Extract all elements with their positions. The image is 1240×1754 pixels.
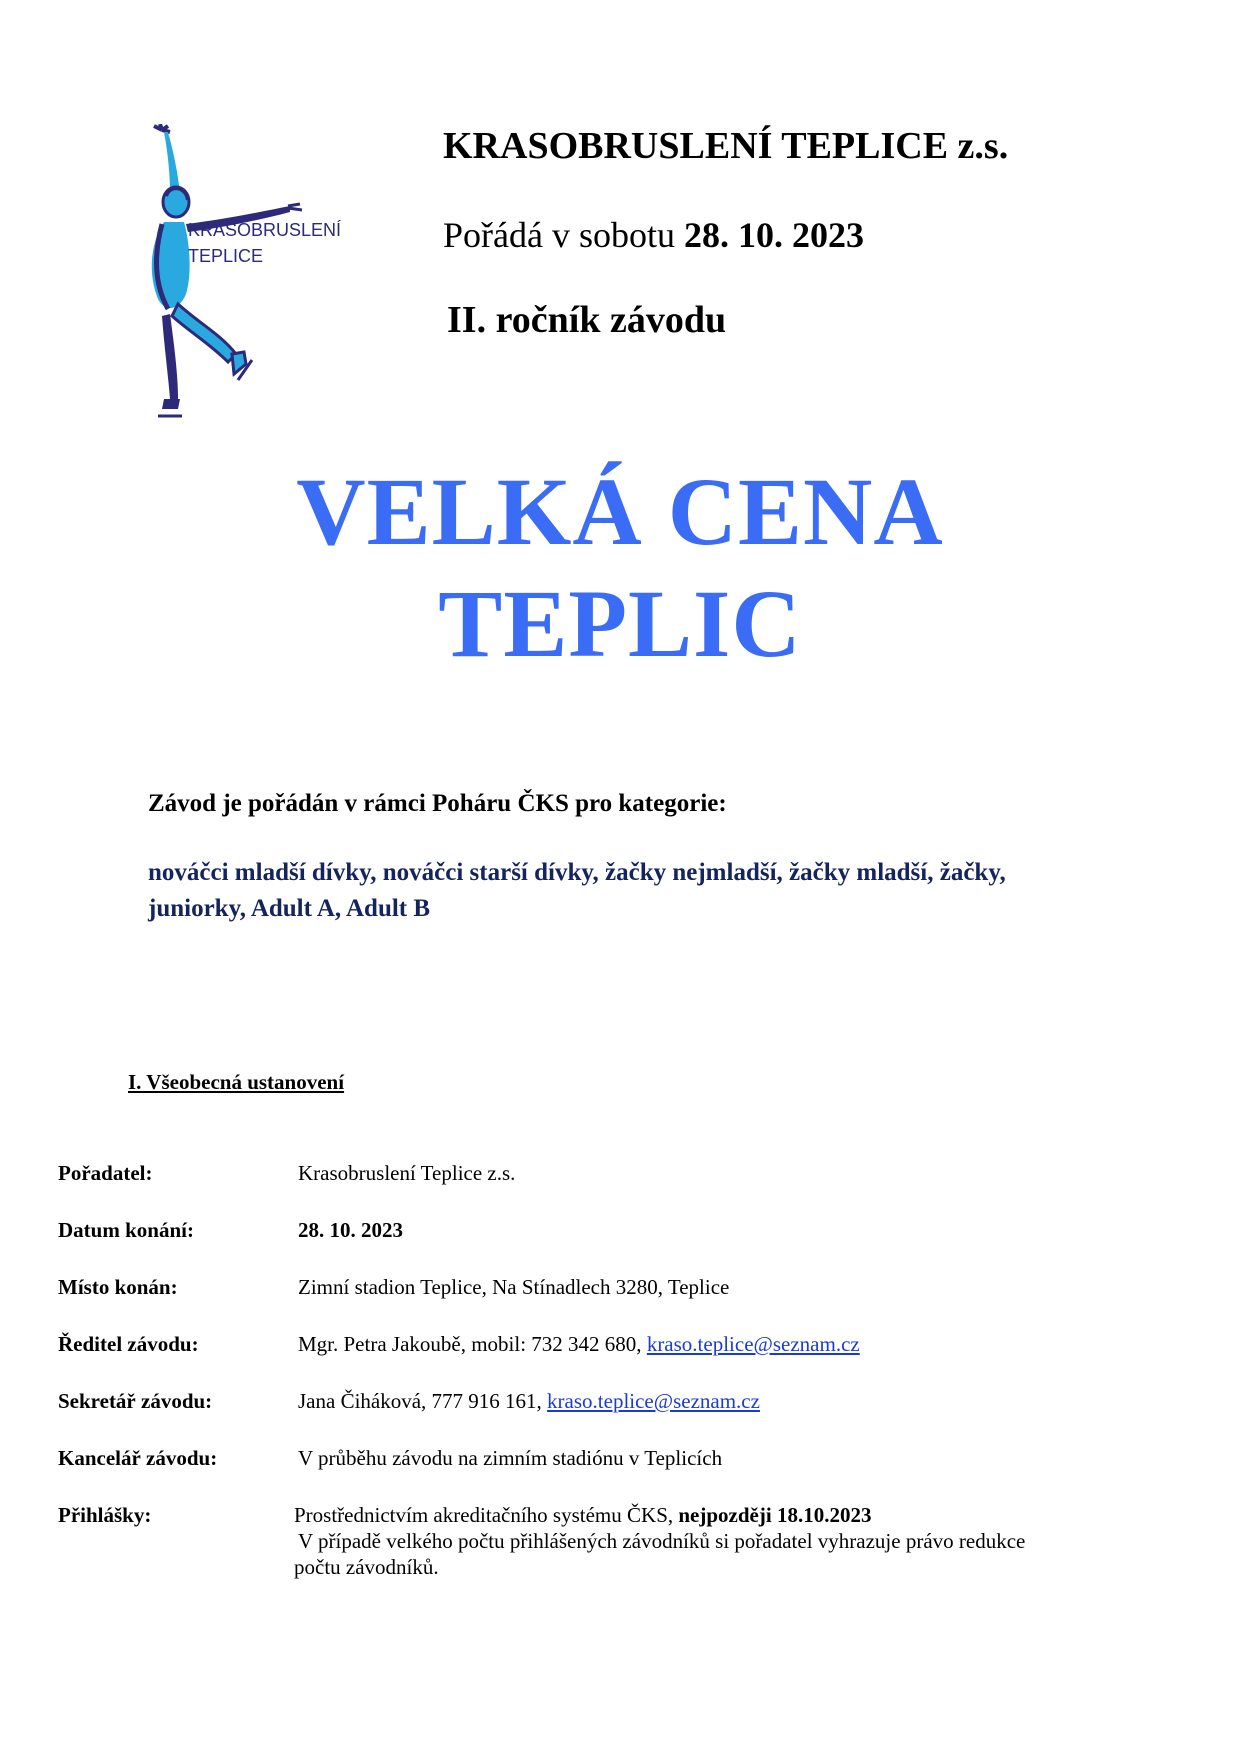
info-value: Krasobruslení Teplice z.s. [298, 1161, 516, 1185]
info-label: Kancelář závodu: [58, 1446, 218, 1470]
club-logo [140, 124, 380, 444]
secretary-email-link[interactable]: kraso.teplice@seznam.cz [547, 1389, 760, 1413]
info-value [298, 1331, 860, 1357]
info-label: Přihlášky: [58, 1503, 152, 1527]
intro-text: Závod je pořádán v rámci Poháru ČKS pro kategorie: [148, 790, 727, 817]
organization-name: KRASOBRUSLENÍ TEPLICE z.s. [443, 125, 1009, 167]
info-label: Ředitel závodu: [58, 1332, 199, 1356]
registration-deadline: nejpozději 18.10.2023 [678, 1503, 872, 1527]
main-title-line1: VELKÁ CENA [296, 458, 944, 565]
logo-text-line2: TEPLICE [188, 246, 264, 266]
section-heading: I. Všeobecná ustanovení [128, 1070, 345, 1094]
registration-line1 [294, 1502, 1174, 1528]
registration-text: Prostřednictvím akreditačního systému ČKS, [294, 1503, 679, 1527]
info-label: Pořadatel: [58, 1161, 153, 1185]
director-contact: Mgr. Petra Jakoubě, mobil: 732 342 680, [298, 1332, 647, 1356]
info-value: 28. 10. 2023 [298, 1218, 403, 1242]
info-label: Datum konání: [58, 1218, 194, 1242]
logo-text-line1: KRASOBRUSLENÍ [188, 220, 342, 240]
edition-label: II. ročník závodu [447, 299, 727, 341]
event-date-line [443, 214, 864, 256]
info-value: V průběhu závodu na zimním stadiónu v Teplicích [298, 1446, 723, 1470]
info-value: Zimní stadion Teplice, Na Stínadlech 3280, Teplice [298, 1275, 730, 1299]
info-label: Místo konán: [58, 1275, 178, 1299]
info-value [294, 1502, 1174, 1580]
registration-line3: počtu závodníků. [294, 1555, 439, 1579]
event-date-value: 28. 10. 2023 [683, 215, 864, 255]
secretary-contact: Jana Čiháková, 777 916 161, [298, 1389, 548, 1413]
figure-skater-icon [140, 124, 380, 444]
main-title-line2: TEPLIC [438, 570, 802, 677]
categories-list: nováčci mladší dívky, nováčci starší dívky, žačky nejmladší, žačky mladší, žačky, juniorky, Adult A, Adult B [148, 859, 1006, 922]
director-email-link[interactable]: kraso.teplice@seznam.cz [646, 1332, 860, 1356]
event-date-prefix: Pořádá v sobotu [443, 215, 684, 255]
info-value [298, 1388, 760, 1414]
registration-line2: V případě velkého počtu přihlášených závodníků si pořadatel vyhrazuje právo redukce [298, 1529, 1026, 1553]
info-label: Sekretář závodu: [58, 1389, 213, 1413]
